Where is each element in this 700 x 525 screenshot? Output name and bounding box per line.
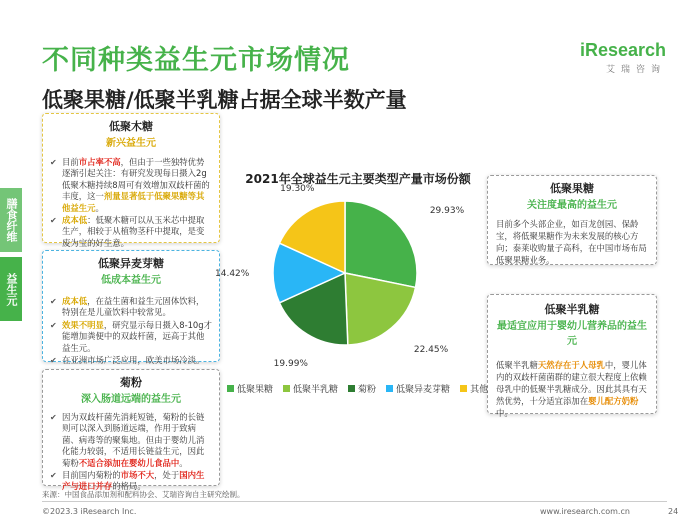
pie-percent-label: 19.99%: [273, 359, 308, 369]
pie-percent-label: 14.42%: [215, 268, 250, 279]
legend-label: 菊粉: [358, 385, 377, 395]
legend-label: 低聚半乳糖: [293, 385, 339, 395]
bullet-item: ✔ 目前国内菊粉的市场不大，处于国内生产与进口并存的格局。: [50, 470, 212, 493]
card-xylo-oligosaccharide: [42, 113, 220, 248]
card-title: 低聚异麦芽糖: [98, 257, 164, 270]
page-number: 24: [668, 507, 679, 516]
card-fructo-oligosaccharide: [487, 175, 657, 265]
pie-chart: [270, 198, 420, 348]
card-subtitle: 最适宜应用于婴幼儿营养品的益生元: [497, 321, 647, 347]
logo-brand-sub: 艾瑞咨询: [605, 65, 666, 75]
legend-swatch: [460, 385, 467, 392]
legend-item: [386, 382, 450, 395]
footer-url[interactable]: www.iresearch.com.cn: [540, 507, 630, 516]
footer-divider: [42, 501, 667, 502]
legend-label: 其他: [470, 385, 489, 395]
card-galacto-oligosaccharide: [487, 294, 657, 418]
footer-copyright: ©2023.3 iResearch Inc.: [42, 507, 137, 516]
bullet-list: [50, 412, 212, 493]
card-title: 低聚果糖: [550, 182, 594, 195]
bullet-item: ✔ 成本低：低聚木糖可以从玉米芯中提取生产，相较于从植物茎秆中提取，是变废为宝的好生意。: [50, 215, 212, 249]
legend-swatch: [348, 385, 355, 392]
page-title: 不同种类益生元市场情况: [42, 45, 350, 76]
pie-percent-label: 22.45%: [413, 344, 449, 355]
chart-title: 2021年全球益生元主要类型产量市场份额: [245, 172, 471, 186]
bullet-item: ✔ 成本低，在益生菌和益生元固体饮料，特别在是儿童饮料中较常见。: [50, 296, 212, 319]
legend-item: [227, 382, 273, 395]
bullet-list: [50, 296, 212, 366]
legend-item: [348, 382, 376, 395]
bullet-item: ✔ 效果不明显，研究显示每日摄入8-10g才能增加粪便中的双歧杆菌，远高于其他益生元。: [50, 320, 212, 354]
legend-item: [283, 382, 338, 395]
card-subtitle: 新兴益生元: [106, 138, 156, 149]
card-text: 低聚半乳糖天然存在于人母乳中，婴儿体内的双歧杆菌菌群的建立很大程度上依赖母乳中的低聚半乳糖成分。因此其具有天然优势，十分适宜添加在婴儿配方奶粉中。: [496, 360, 647, 418]
legend-label: 低聚果糖: [237, 385, 274, 395]
card-title: 菊粉: [120, 376, 142, 389]
bullet-list: [50, 157, 212, 249]
pie-percent-label: 29.93%: [429, 205, 465, 216]
legend-swatch: [386, 385, 393, 392]
pie-percent-label: 19.30%: [280, 183, 315, 194]
legend-item: [460, 382, 488, 395]
bullet-item: ✔ 在亚洲市场广泛应用，欧美市场冷淡。: [50, 355, 212, 366]
card-inulin: [42, 369, 220, 492]
chart-legend: [227, 382, 488, 395]
bullet-item: ✔ 目前市占率不高，但由于一些独特优势逐渐引起关注：有研究发现每日摄入2g 低聚木糖持续8周可有效增加双歧杆菌的丰度，这一剂量显著低于低聚果糖等其他益生元。: [50, 157, 212, 214]
iresearch-logo: [578, 40, 666, 75]
page-subtitle: 低聚果糖/低聚半乳糖占据全球半数产量: [42, 88, 407, 112]
card-isomalto-oligosaccharide: [42, 250, 220, 366]
legend-swatch: [283, 385, 290, 392]
bullet-item: ✔ 因为双歧杆菌先消耗短链，菊粉的长链则可以深入到肠道远端，作用于致病菌、病毒等的聚集地。但由于婴幼儿消化能力较弱，不适用长链益生元，因此菊粉不适合添加在婴幼儿食品中。: [50, 412, 212, 469]
card-subtitle: 低成本益生元: [101, 275, 161, 286]
logo-brand: iResearch: [579, 40, 666, 60]
legend-label: 低聚异麦芽糖: [396, 385, 451, 395]
card-title: 低聚半乳糖: [544, 303, 600, 316]
source-note: 来源：中国食品添加剂和配料协会、艾瑞咨询自主研究绘制。: [42, 490, 245, 499]
card-subtitle: 关注度最高的益生元: [527, 200, 617, 211]
card-text: 目前多个头部企业，如百龙创园、保龄宝，将低聚果糖作为未来发展的核心方向；泰莱收购量子高科，在中国市场布局低聚果糖业务。: [496, 219, 647, 265]
card-title: 低聚木糖: [109, 120, 153, 133]
card-subtitle: 深入肠道远端的益生元: [81, 394, 181, 405]
sidebar-tab-prebiotics[interactable]: 益生元: [0, 257, 22, 321]
legend-swatch: [227, 385, 234, 392]
sidebar-tab-dietary-fiber[interactable]: 膳食纤维: [0, 188, 22, 252]
